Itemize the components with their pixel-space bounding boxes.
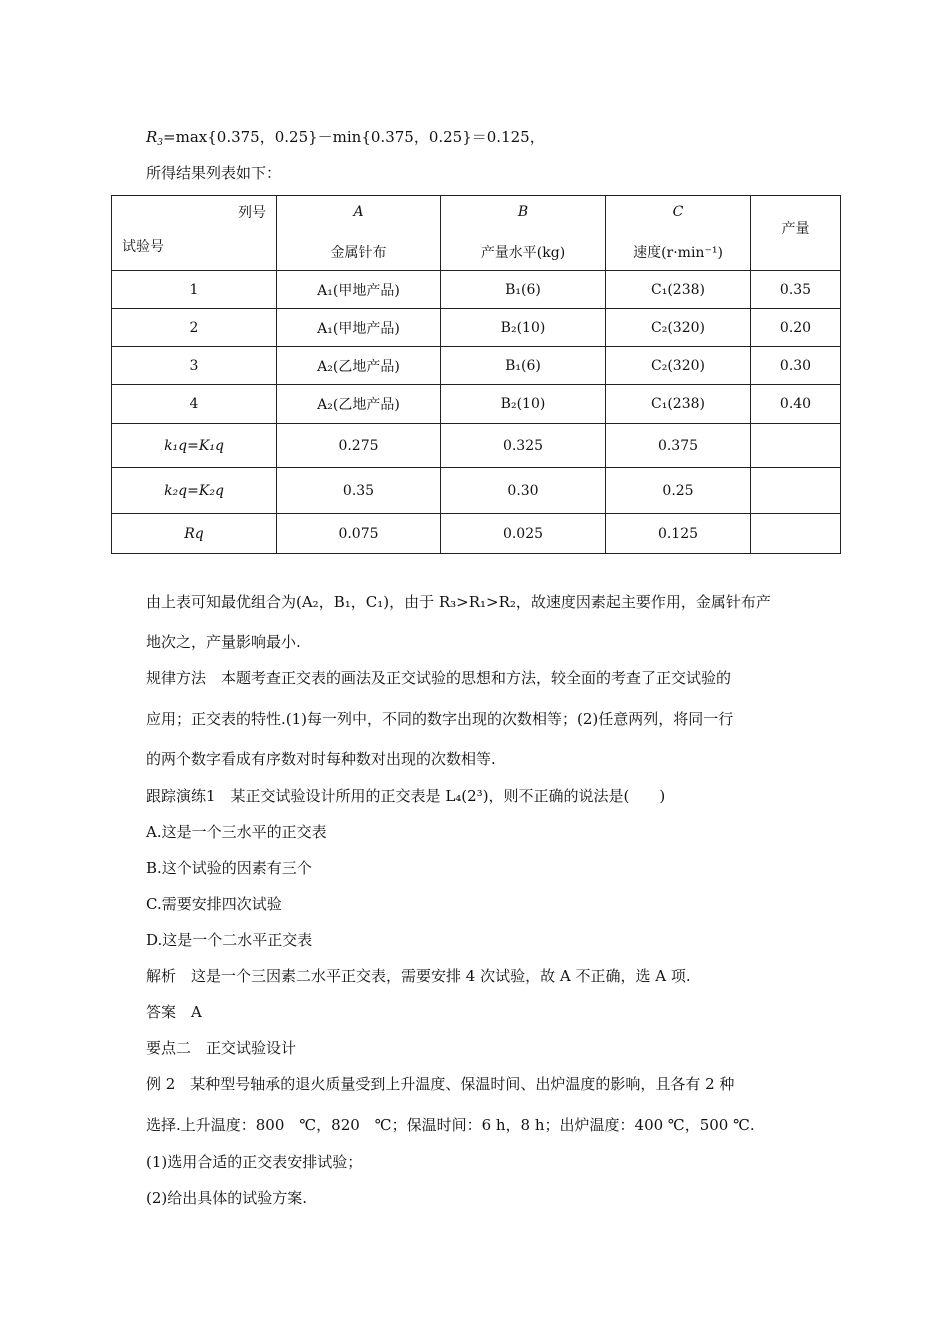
example-line-1: 例 2 某种型号轴承的退火质量受到上升温度、保温时间、出炉温度的影响，且各有 2 种: [146, 1075, 735, 1093]
header-corner-cell: [112, 196, 277, 271]
cell-a: A₁(甲地产品): [277, 271, 441, 309]
list-caption: 所得结果列表如下：: [146, 164, 282, 182]
cell-c: C₂(320): [606, 347, 751, 385]
example-line-2: 选择.上升温度：800 ℃，820 ℃；保温时间：6 h，8 h；出炉温度：400 ℃，500 ℃.: [146, 1116, 755, 1134]
orthogonal-results-table: [111, 195, 841, 554]
column-number-label: 列号: [238, 205, 266, 221]
k2-a: 0.35: [277, 468, 441, 514]
r-label: Rq: [112, 514, 277, 554]
conclusion-line-1: 由上表可知最优组合为(A₂，B₁，C₁)，由于 R₃>R₁>R₂，故速度因素起主要作用，金属针布产: [146, 593, 771, 611]
k2-b: 0.30: [441, 468, 606, 514]
r3-formula-text: =max{0.375，0.25}－min{0.375，0.25}＝0.125，: [163, 128, 545, 146]
r3-symbol: $R_3$: [146, 128, 164, 148]
col-b-letter: B: [517, 204, 529, 220]
exercise-option-c: C.需要安排四次试验: [146, 895, 282, 913]
cell-b: B₁(6): [441, 271, 606, 309]
table-row-k1: [112, 424, 841, 468]
col-b-name: 产量水平(kg): [480, 245, 566, 261]
example-question-1: (1)选用合适的正交表安排试验；: [146, 1153, 363, 1171]
k1-label: k₁q=K₁q: [112, 424, 277, 468]
k1-yield-empty: [751, 424, 841, 468]
k2-yield-empty: [751, 468, 841, 514]
table-header-row: [112, 196, 841, 271]
table-row-r: [112, 514, 841, 554]
cell-a: A₁(甲地产品): [277, 309, 441, 347]
trial-number-label: 试验号: [122, 239, 164, 255]
cell-yield: 0.20: [751, 309, 841, 347]
table-row: [112, 271, 841, 309]
cell-c: C₁(238): [606, 271, 751, 309]
exercise-option-a: A.这是一个三水平的正交表: [146, 823, 327, 841]
cell-b: B₂(10): [441, 385, 606, 424]
example-question-2: (2)给出具体的试验方案.: [146, 1189, 308, 1207]
r3-formula-line: [146, 127, 545, 153]
k2-c: 0.25: [606, 468, 751, 514]
r-b: 0.025: [441, 514, 606, 554]
cell-yield: 0.40: [751, 385, 841, 424]
trial-no: 2: [112, 309, 277, 347]
cell-c: C₂(320): [606, 309, 751, 347]
r-yield-empty: [751, 514, 841, 554]
exercise-analysis: 解析 这是一个三因素二水平正交表，需要安排 4 次试验，故 A 不正确，选 A 项.: [146, 967, 691, 985]
table-row: [112, 347, 841, 385]
cell-yield: 0.30: [751, 347, 841, 385]
k1-b: 0.325: [441, 424, 606, 468]
col-c-name: 速度(r·min⁻¹): [633, 245, 723, 261]
cell-b: B₂(10): [441, 309, 606, 347]
method-line-2: 应用；正交表的特性.(1)每一列中，不同的数字出现的次数相等；(2)任意两列，将同一行: [146, 710, 734, 728]
r-c: 0.125: [606, 514, 751, 554]
header-col-c: [606, 196, 751, 271]
section-heading: 要点二 正交试验设计: [146, 1039, 297, 1057]
cell-a: A₂(乙地产品): [277, 347, 441, 385]
method-line-1: 规律方法 本题考查正交表的画法及正交试验的思想和方法，较全面的考查了正交试验的: [146, 669, 732, 687]
k1-a: 0.275: [277, 424, 441, 468]
cell-a: A₂(乙地产品): [277, 385, 441, 424]
k2-label: k₂q=K₂q: [112, 468, 277, 514]
method-line-3: 的两个数字看成有序数对时每种数对出现的次数相等.: [146, 750, 496, 768]
cell-c: C₁(238): [606, 385, 751, 424]
r-a: 0.075: [277, 514, 441, 554]
trial-no: 1: [112, 271, 277, 309]
table-row-k2: [112, 468, 841, 514]
col-a-letter: A: [353, 204, 364, 220]
header-yield: 产量: [751, 196, 841, 271]
exercise-option-d: D.这是一个二水平正交表: [146, 931, 313, 949]
trial-no: 3: [112, 347, 277, 385]
col-a-name: 金属针布: [330, 245, 387, 261]
cell-b: B₁(6): [441, 347, 606, 385]
table-row: [112, 385, 841, 424]
col-c-letter: C: [672, 204, 684, 220]
exercise-option-b: B.这个试验的因素有三个: [146, 859, 312, 877]
conclusion-line-2: 地次之，产量影响最小.: [146, 633, 301, 651]
cell-yield: 0.35: [751, 271, 841, 309]
exercise-answer: 答案 A: [146, 1003, 202, 1021]
trial-no: 4: [112, 385, 277, 424]
table-row: [112, 309, 841, 347]
exercise-stem: 跟踪演练1 某正交试验设计所用的正交表是 L₄(2³)，则不正确的说法是( ): [146, 787, 666, 805]
header-col-a: [277, 196, 441, 271]
k1-c: 0.375: [606, 424, 751, 468]
header-col-b: [441, 196, 606, 271]
